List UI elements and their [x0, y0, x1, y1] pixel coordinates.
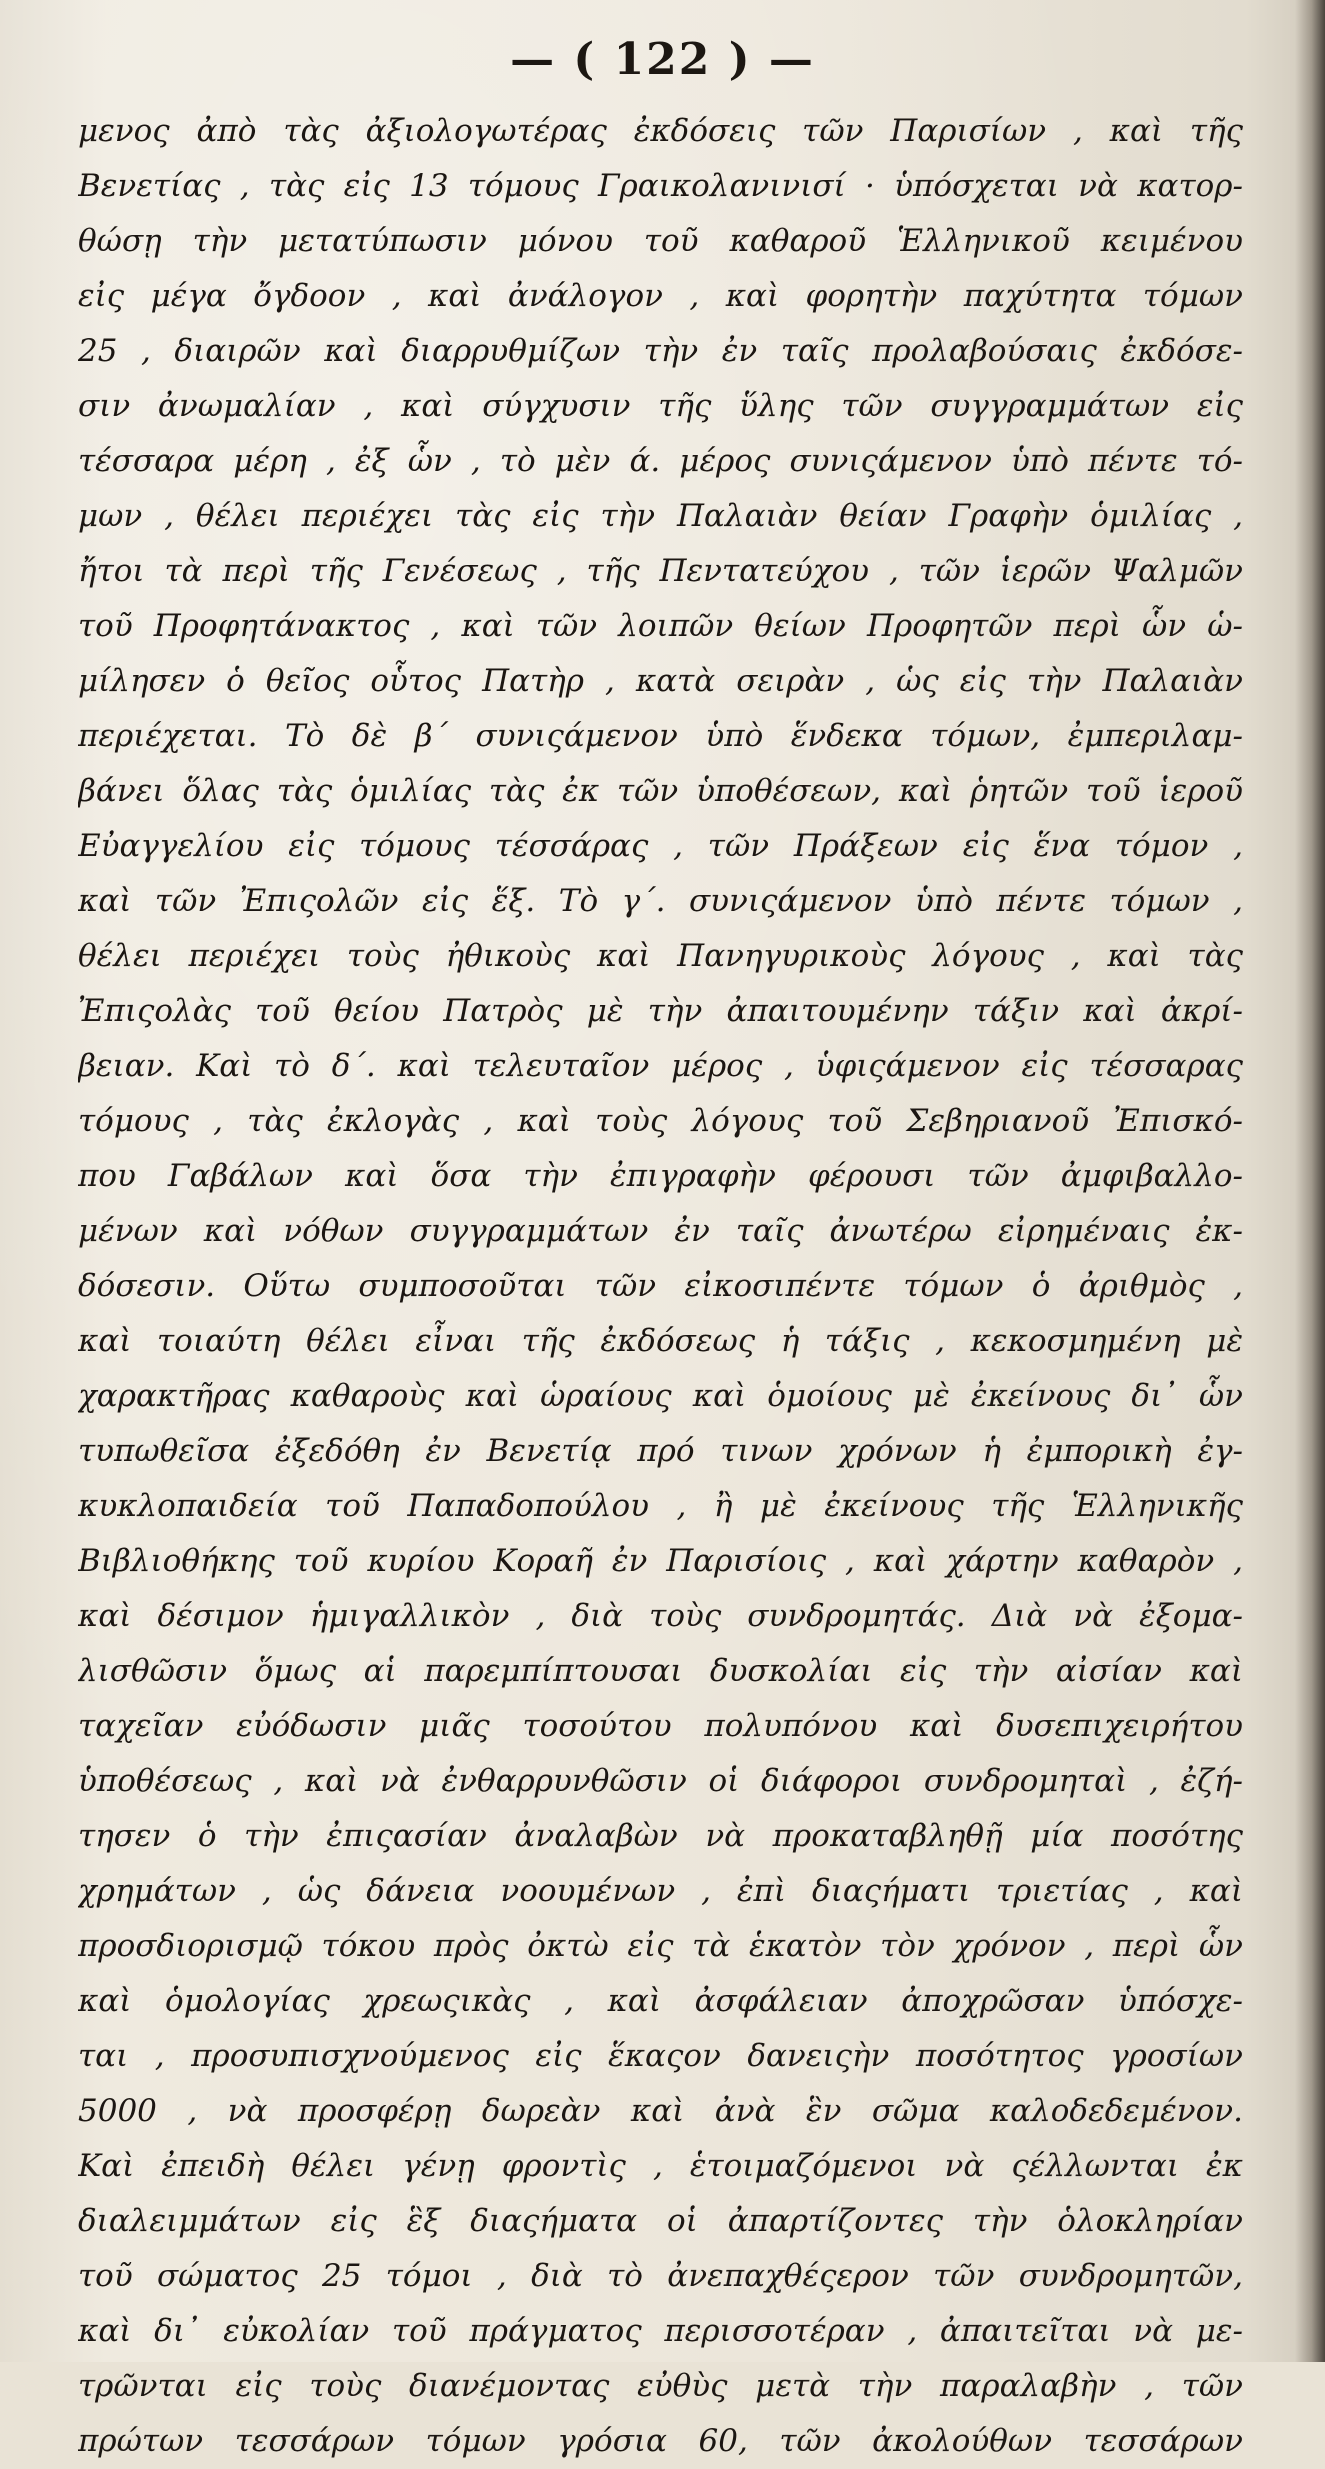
text-line: τέσσαρα μέρη , ἐξ ὧν , τὸ μὲν ά. μέρος συνιςάμενον ὑπὸ πέντε τό- — [78, 443, 1243, 479]
text-line: Εὐαγγελίου εἰς τόμους τέσσάρας , τῶν Πράξεων εἰς ἕνα τόμον , — [78, 828, 1243, 864]
page-edge-shadow — [1295, 0, 1325, 2362]
page-number-header: — ( 122 ) — — [510, 34, 815, 85]
text-line: Ἐπιςολὰς τοῦ θείου Πατρὸς μὲ τὴν ἀπαιτουμένην τάξιν καὶ ἀκρί- — [78, 993, 1243, 1029]
text-line: Βιβλιοθήκης τοῦ κυρίου Κοραῆ ἐν Παρισίοις , καὶ χάρτην καθαρὸν , — [78, 1543, 1243, 1579]
text-line: ται , προσυπισχνούμενος εἰς ἕκαςον δανειςὴν ποσότητος γροσίων — [78, 2038, 1243, 2074]
text-line: χρημάτων , ὡς δάνεια νοουμένων , ἐπὶ διαςήματι τριετίας , καὶ — [78, 1873, 1243, 1909]
text-line: διαλειμμάτων εἰς ἓξ διαςήματα οἱ ἀπαρτίζοντες τὴν ὁλοκληρίαν — [78, 2203, 1243, 2239]
text-line: ὑποθέσεως , καὶ νὰ ἐνθαρρυνθῶσιν οἱ διάφοροι συνδρομηταὶ , ἐζή- — [78, 1763, 1243, 1799]
text-line: Βενετίας , τὰς εἰς 13 τόμους Γραικολανινισί · ὑπόσχεται νὰ κατορ- — [78, 168, 1243, 204]
text-line: σιν ἀνωμαλίαν , καὶ σύγχυσιν τῆς ὕλης τῶν συγγραμμάτων εἰς — [78, 388, 1243, 424]
text-line: τησεν ὁ τὴν ἐπιςασίαν ἀναλαβὼν νὰ προκαταβληθῇ μία ποσότης — [78, 1818, 1243, 1854]
text-line: δόσεσιν. Οὕτω συμποσοῦται τῶν εἰκοσιπέντε τόμων ὁ ἀριθμὸς , — [78, 1268, 1243, 1304]
text-line: μένων καὶ νόθων συγγραμμάτων ἐν ταῖς ἀνωτέρω εἰρημέναις ἐκ- — [78, 1213, 1243, 1249]
text-line: καὶ τοιαύτη θέλει εἶναι τῆς ἐκδόσεως ἡ τάξις , κεκοσμημένη μὲ — [78, 1323, 1243, 1359]
text-line: μενος ἀπὸ τὰς ἀξιολογωτέρας ἐκδόσεις τῶν Παρισίων , καὶ τῆς — [78, 113, 1243, 149]
text-line: καὶ δέσιμον ἡμιγαλλικὸν , διὰ τοὺς συνδρομητάς. Διὰ νὰ ἐξομα- — [78, 1598, 1243, 1634]
text-line: καὶ ὁμολογίας χρεωςικὰς , καὶ ἀσφάλειαν ἀποχρῶσαν ὑπόσχε- — [78, 1983, 1243, 2019]
text-line: τοῦ σώματος 25 τόμοι , διὰ τὸ ἀνεπαχθέςερον τῶν συνδρομητῶν, — [78, 2258, 1243, 2294]
text-line: ταχεῖαν εὐόδωσιν μιᾶς τοσούτου πολυπόνου καὶ δυσεπιχειρήτου — [78, 1708, 1243, 1744]
text-line: 25 , διαιρῶν καὶ διαρρυθμίζων τὴν ἐν ταῖς προλαβούσαις ἐκδόσε- — [78, 333, 1243, 369]
text-line: καὶ τῶν Ἐπιςολῶν εἰς ἕξ. Τὸ γ΄. συνιςάμενον ὑπὸ πέντε τόμων , — [78, 883, 1243, 919]
text-line: θέλει περιέχει τοὺς ἠθικοὺς καὶ Πανηγυρικοὺς λόγους , καὶ τὰς — [78, 938, 1243, 974]
text-line: μίλησεν ὁ θεῖος οὗτος Πατὴρ , κατὰ σειρὰν , ὡς εἰς τὴν Παλαιὰν — [78, 663, 1243, 699]
text-line: 5000 , νὰ προσφέρῃ δωρεὰν καὶ ἀνὰ ἓν σῶμα καλοδεδεμένον. — [78, 2093, 1243, 2129]
text-line: καὶ δι᾿ εὐκολίαν τοῦ πράγματος περισσοτέραν , ἀπαιτεῖται νὰ με- — [78, 2313, 1243, 2349]
text-line: τόμους , τὰς ἐκλογὰς , καὶ τοὺς λόγους τοῦ Σεβηριανοῦ Ἐπισκό- — [78, 1103, 1243, 1139]
text-line: βειαν. Καὶ τὸ δ΄. καὶ τελευταῖον μέρος , ὑφιςάμενον εἰς τέσσαρας — [78, 1048, 1243, 1084]
body-text — [78, 104, 1243, 2469]
text-line: τοῦ Προφητάνακτος , καὶ τῶν λοιπῶν θείων Προφητῶν περὶ ὧν ὡ- — [78, 608, 1243, 644]
text-line: κυκλοπαιδεία τοῦ Παπαδοπούλου , ἢ μὲ ἐκείνους τῆς Ἑλληνικῆς — [78, 1488, 1243, 1524]
text-line: Καὶ ἐπειδὴ θέλει γένῃ φροντὶς , ἑτοιμαζόμενοι νὰ ςέλλωνται ἐκ — [78, 2148, 1243, 2184]
text-line: λισθῶσιν ὅμως αἱ παρεμπίπτουσαι δυσκολίαι εἰς τὴν αἰσίαν καὶ — [78, 1653, 1243, 1689]
text-line: εἰς μέγα ὄγδοον , καὶ ἀνάλογον , καὶ φορητὴν παχύτητα τόμων — [78, 278, 1243, 314]
text-line: τρῶνται εἰς τοὺς διανέμοντας εὐθὺς μετὰ τὴν παραλαβὴν , τῶν — [78, 2368, 1243, 2404]
text-line: θώσῃ τὴν μετατύπωσιν μόνου τοῦ καθαροῦ Ἑλληνικοῦ κειμένου — [78, 223, 1243, 259]
text-line: βάνει ὅλας τὰς ὁμιλίας τὰς ἐκ τῶν ὑποθέσεων, καὶ ῥητῶν τοῦ ἱεροῦ — [78, 773, 1243, 809]
text-line: τυπωθεῖσα ἐξεδόθη ἐν Βενετίᾳ πρό τινων χρόνων ἡ ἐμπορικὴ ἐγ- — [78, 1433, 1243, 1469]
text-line: χαρακτῆρας καθαροὺς καὶ ὡραίους καὶ ὁμοίους μὲ ἐκείνους δι᾿ ὧν — [78, 1378, 1243, 1414]
text-line: ἤτοι τὰ περὶ τῆς Γενέσεως , τῆς Πεντατεύχου , τῶν ἱερῶν Ψαλμῶν — [78, 553, 1243, 589]
text-line: μων , θέλει περιέχει τὰς εἰς τὴν Παλαιὰν θείαν Γραφὴν ὁμιλίας , — [78, 498, 1243, 534]
text-line: περιέχεται. Τὸ δὲ β΄ συνιςάμενον ὑπὸ ἕνδεκα τόμων, ἐμπεριλαμ- — [78, 718, 1243, 754]
text-line: που Γαβάλων καὶ ὅσα τὴν ἐπιγραφὴν φέρουσι τῶν ἀμφιβαλλο- — [78, 1158, 1243, 1194]
text-line: πρώτων τεσσάρων τόμων γρόσια 60, τῶν ἀκολούθων τεσσάρων — [78, 2423, 1243, 2459]
text-line: προσδιορισμῷ τόκου πρὸς ὀκτὼ εἰς τὰ ἑκατὸν τὸν χρόνον , περὶ ὧν — [78, 1928, 1243, 1964]
